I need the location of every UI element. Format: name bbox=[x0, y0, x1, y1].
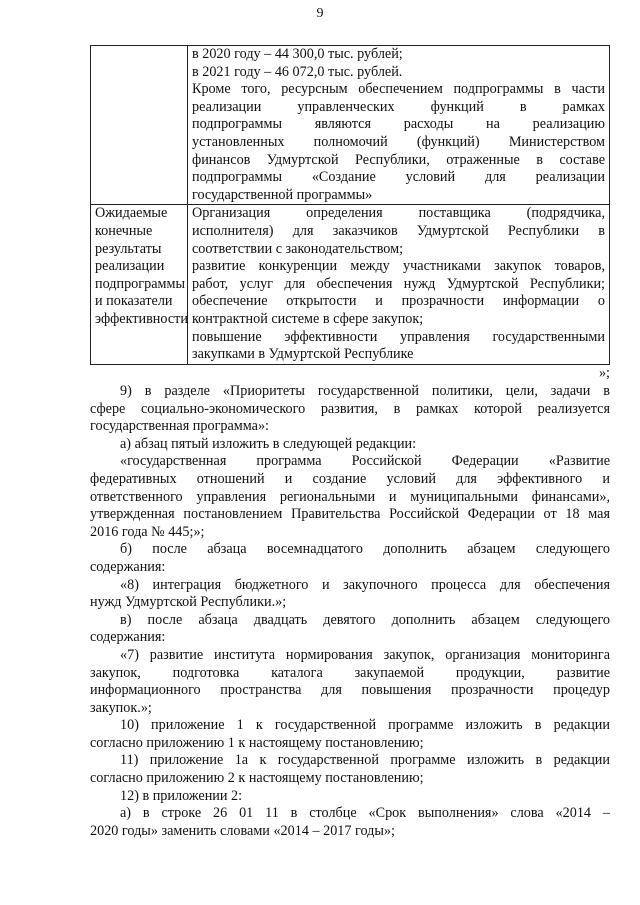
paragraph bbox=[90, 541, 610, 576]
text-line: развитие конкуренции между участниками закупок товаров, bbox=[192, 258, 605, 275]
paragraph bbox=[90, 383, 610, 436]
text-line: 10) приложение 1 к государственной программе изложить в редакции bbox=[120, 717, 610, 734]
text-line: закупок.»; bbox=[90, 699, 152, 716]
text-line: утвержденная постановлением Правительства Российской Федерации от 18 мая bbox=[90, 506, 610, 523]
table-cell-results bbox=[188, 205, 610, 364]
text-line: подпрограммы являются расходы на реализацию bbox=[192, 116, 605, 133]
text-line: работ, услуг для обеспечения нужд Удмуртской Республики; bbox=[192, 275, 605, 292]
paragraph bbox=[90, 612, 610, 647]
text-line: нужд Удмуртской Республики.»; bbox=[90, 594, 287, 611]
closing-quote: »; bbox=[598, 365, 610, 381]
text-line: «государственная программа Российской Федерации «Развитие bbox=[120, 453, 610, 470]
text-line: содержания: bbox=[90, 629, 166, 646]
text-line: ответственного управления региональными и муниципальными финансами», bbox=[90, 488, 610, 505]
text-line: «8) интеграция бюджетного и закупочного процесса для обеспечения bbox=[120, 576, 610, 593]
page-number: 9 bbox=[316, 6, 324, 21]
table-row bbox=[91, 46, 610, 205]
text-line: подпрограммы «Создание условий для реализации bbox=[192, 169, 605, 186]
text-line: в 2021 году – 46 072,0 тыс. рублей. bbox=[192, 63, 403, 80]
paragraph bbox=[90, 647, 610, 717]
text-line: 2020 годы» заменить словами «2014 – 2017 годы»; bbox=[90, 822, 395, 839]
text-line: государственная программа»: bbox=[90, 418, 269, 435]
table-cell-empty bbox=[91, 46, 188, 205]
paragraph bbox=[90, 717, 610, 752]
text-line: закупок, подготовка каталога закупаемой продукции, развитие bbox=[90, 664, 610, 681]
text-line: а) в строке 26 01 11 в столбце «Срок выполнения» слова «2014 – bbox=[120, 805, 610, 822]
text-line: исполнителя) для заказчиков Удмуртской Республики в bbox=[192, 222, 605, 239]
text-line: 9) в разделе «Приоритеты государственной политики, цели, задачи в bbox=[120, 383, 610, 399]
text-line: 11) приложение 1а к государственной программе изложить в редакции bbox=[120, 752, 610, 769]
text-line: в 2020 году – 44 300,0 тыс. рублей; bbox=[192, 46, 403, 62]
text-line: 2016 года № 445;»; bbox=[90, 523, 205, 540]
text-line: 12) в приложении 2: bbox=[120, 787, 243, 804]
text-line: обеспечение открытости и прозрачности информации о bbox=[192, 293, 605, 310]
text-line: финансов Удмуртской Республики, отраженные в составе bbox=[192, 151, 605, 168]
text-line: реализации управленческих функций в рамках bbox=[192, 98, 605, 115]
text-line: соответствии с законодательством; bbox=[192, 240, 404, 257]
paragraph bbox=[90, 788, 610, 806]
paragraph bbox=[90, 752, 610, 787]
text-line: контрактной системе в сфере закупок; bbox=[192, 310, 424, 327]
text-line: результаты bbox=[95, 240, 162, 257]
subprogram-passport-table bbox=[90, 45, 610, 365]
text-line: информационного пространства для повышения прозрачности процедур bbox=[90, 682, 610, 699]
text-line: а) абзац пятый изложить в следующей редакции: bbox=[120, 435, 417, 452]
paragraph bbox=[90, 453, 610, 541]
text-line: эффективности bbox=[95, 310, 188, 327]
text-line: Кроме того, ресурсным обеспечением подпрограммы в части bbox=[192, 81, 605, 98]
document-body bbox=[90, 383, 610, 840]
text-line: подпрограммы bbox=[95, 275, 185, 292]
text-line: реализации bbox=[95, 258, 165, 275]
paragraph bbox=[90, 577, 610, 612]
text-line: конечные bbox=[95, 222, 153, 239]
text-line: повышение эффективности управления государственными bbox=[192, 328, 605, 345]
text-line: б) после абзаца восемнадцатого дополнить абзацем следующего bbox=[120, 541, 610, 558]
text-line: в) после абзаца двадцать девятого дополнить абзацем следующего bbox=[120, 611, 610, 628]
text-line: сфере социально-экономического развития, в рамках которой реализуется bbox=[90, 400, 610, 417]
text-line: федеративных отношений и создание условий для эффективного и bbox=[90, 470, 610, 487]
paragraph bbox=[90, 436, 610, 454]
text-line: и показатели bbox=[95, 293, 173, 310]
text-line: Организация определения поставщика (подрядчика, bbox=[192, 205, 605, 222]
paragraph bbox=[90, 805, 610, 840]
text-line: согласно приложению 2 к настоящему постановлению; bbox=[90, 770, 424, 787]
text-line: согласно приложению 1 к настоящему постановлению; bbox=[90, 734, 424, 751]
table-row bbox=[91, 205, 610, 364]
text-line: «7) развитие института нормирования закупок, организация мониторинга bbox=[120, 646, 610, 663]
text-line: государственной программы» bbox=[192, 186, 373, 203]
text-line: установленных полномочий (функций) Министерством bbox=[192, 133, 605, 150]
text-line: содержания: bbox=[90, 558, 166, 575]
text-line: Ожидаемые bbox=[95, 205, 168, 222]
table-cell-resources bbox=[188, 46, 610, 205]
table-cell-label bbox=[91, 205, 188, 364]
text-line: закупками в Удмуртской Республике bbox=[192, 346, 414, 363]
